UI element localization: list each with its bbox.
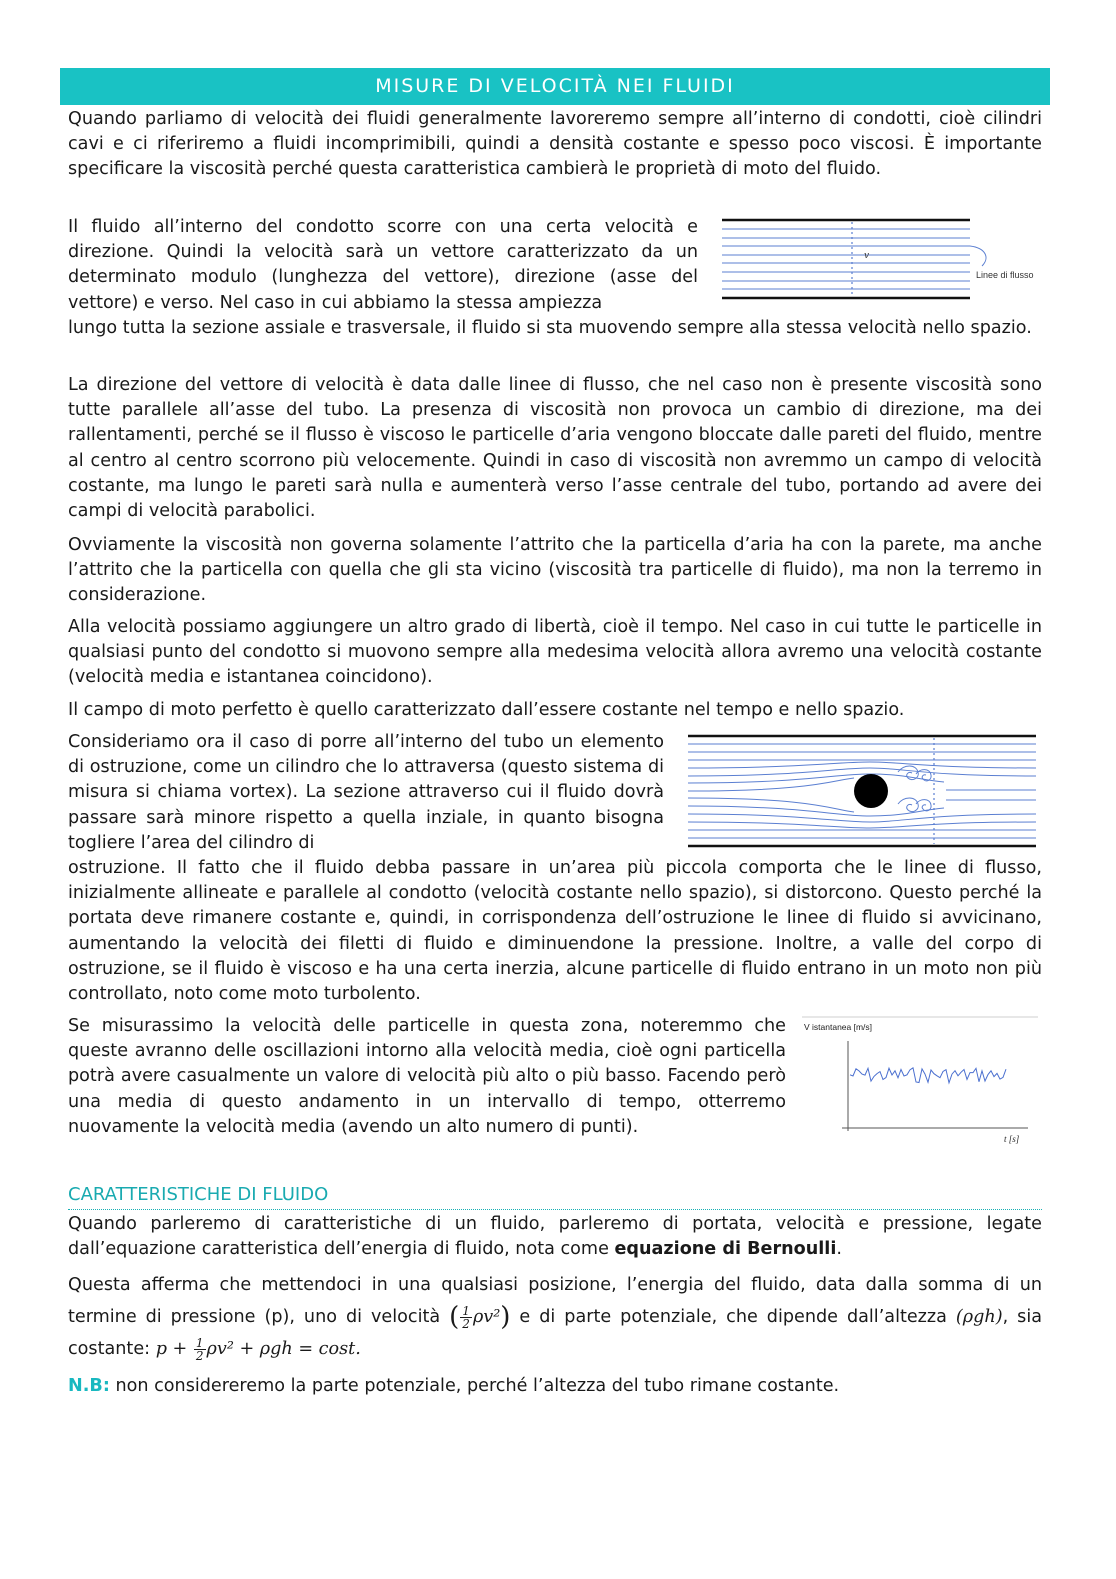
vortex-figure xyxy=(684,732,1040,852)
paragraph-1: Quando parliamo di velocità dei fluidi generalmente lavoreremo sempre all’interno di condotti, cioè cilindri cavi e ci riferiremo a fluidi incomprimibili, quindi a densità costante e spesso poco viscosi. È importante specificare la viscosità perché questa caratteristica cambierà le proprietà di moto del fluido. xyxy=(68,109,1042,180)
velocity-chart xyxy=(798,1015,1044,1147)
note-label: N.B: xyxy=(68,1376,110,1396)
flow-lines-figure xyxy=(718,212,1048,306)
paragraph-6: Il campo di moto perfetto è quello caratterizzato dall’essere costante nel tempo e nello spazio. xyxy=(68,700,905,720)
paragraph-4: Ovviamente la viscosità non governa solamente l’attrito che la particella d’aria ha con la parete, ma anche l’attrito che la particella con quella che gli sta vicino (viscosità tra particelle di fluido), ma non la terremo in considerazione. xyxy=(68,535,1042,606)
chart-xlabel: t [s] xyxy=(1004,1134,1020,1144)
velocity-label: v xyxy=(864,251,870,261)
obstruction-cylinder xyxy=(854,774,888,808)
paragraph-3: La direzione del vettore di velocità è data dalle linee di flusso, che nel caso non è presente viscosità sono tutte parallele all’asse del tubo. La presenza di viscosità non provoca un cambio di direzione, ma dei rallentamenti, perché se il flusso è viscoso le particelle d’aria vengono bloccate dalle pareti del fluido, mentre al centro al centro scorrono più velocemente. Quindi in caso di viscosità non avremmo un campo di velocità costante, ma lungo le pareti sarà nulla e aumenterà verso l’asse centrale del tubo, portando ad avere dei campi di velocità parabolici. xyxy=(68,375,1042,522)
bernoulli-equation: p + $\frac{1}{2}$ ρv² + ρgh = cost. xyxy=(155,1335,361,1363)
paragraph-9-text: Quando parleremo di caratteristiche di un fluido, parleremo di portata, velocità e pressione, legate dall’equazione caratteristica dell’energia di fluido, nota come xyxy=(68,1214,1042,1260)
paragraph-7a: Consideriamo ora il caso di porre all’interno del tubo un elemento di ostruzione, come un cilindro che lo attraversa (questo sistema di misura si chiama vortex). La sezione attraverso cui il fluido dovrà passare sarà minore rispetto a quella inziale, in quanto bisogna togliere l’area del cilindro di xyxy=(68,732,664,853)
paragraph-7b: ostruzione. Il fatto che il fluido debba passare in un’area più piccola comporta che le linee di flusso, inizialmente allineate e parallele al condotto (velocità costante nello spazio), si distorcono. Questo perché la portata deve rimanere costante e, quindi, in corrispondenza dell’ostruzione le linee di fluido si avvicinano, aumentando la velocità dei filetti di fluido e diminuendone la pressione. Inoltre, a valle del corpo di ostruzione, se il fluido è viscoso e ha una certa inerzia, alcune particelle di fluido entrano in un moto non più controllato, noto come moto turbolento. xyxy=(68,858,1042,1005)
flow-lines-label: Linee di flusso xyxy=(976,270,1034,280)
note: N.B: non considereremo la parte potenziale, perché l’altezza del tubo rimane costante. xyxy=(68,1376,840,1396)
bernoulli-term: equazione di Bernoulli xyxy=(614,1239,837,1260)
paragraph-10: Questa afferma che mettendoci in una qualsiasi posizione, l’energia del fluido, data dalla somma di un termine di pressione (p), uno di velocità ( $\frac{1}{2}$ ρv²) e di parte potenziale, che dipende dall’altezza (ρgh), sia costante: p + $\frac{1}{2}$ ρv² + ρgh = cost. xyxy=(68,1275,1043,1363)
paragraph-2b: lungo tutta la sezione assiale e trasversale, il fluido si sta muovendo sempre alla stessa velocità nello spazio. xyxy=(68,318,1032,338)
chart-ylabel: V istantanea [m/s] xyxy=(804,1022,873,1032)
paragraph-9: Quando parleremo di caratteristiche di un fluido, parleremo di portata, velocità e pressione, legate dall’equazione caratteristica dell’energia di fluido, nota come equazione di Bernoulli. xyxy=(68,1214,1042,1260)
paragraph-2a: Il fluido all’interno del condotto scorre con una certa velocità e direzione. Quindi la velocità sarà un vettore caratterizzato da un determinato modulo (lunghezza del vettore), direzione (asse del vettore) e verso. Nel caso in cui abbiamo la stessa ampiezza xyxy=(68,217,698,313)
label-pointer xyxy=(970,246,986,266)
section-heading: CARATTERISTICHE DI FLUIDO xyxy=(68,1183,1042,1210)
paragraph-8: Se misurassimo la velocità delle particelle in questa zona, noteremmo che queste avranno delle oscillazioni intorno alla velocità media, cioè ogni particella potrà avere casualmente un valore di velocità più alto o più basso. Facendo però una media di questo andamento in un intervallo di tempo, otterremo nuovamente la velocità media (avendo un alto numero di punti). xyxy=(68,1016,786,1137)
page-title: MISURE DI VELOCITÀ NEI FLUIDI xyxy=(60,68,1050,105)
paragraph-5: Alla velocità possiamo aggiungere un altro grado di libertà, cioè il tempo. Nel caso in cui tutte le particelle in qualsiasi punto del condotto si muovono sempre alla medesima velocità allora avremo una velocità costante (velocità media e istantanea coincidono). xyxy=(68,617,1042,688)
velocity-term: ( $\frac{1}{2}$ ρv²) xyxy=(449,1302,511,1332)
velocity-signal xyxy=(850,1068,1006,1083)
vortices xyxy=(898,766,931,812)
flow-lines xyxy=(722,229,970,289)
